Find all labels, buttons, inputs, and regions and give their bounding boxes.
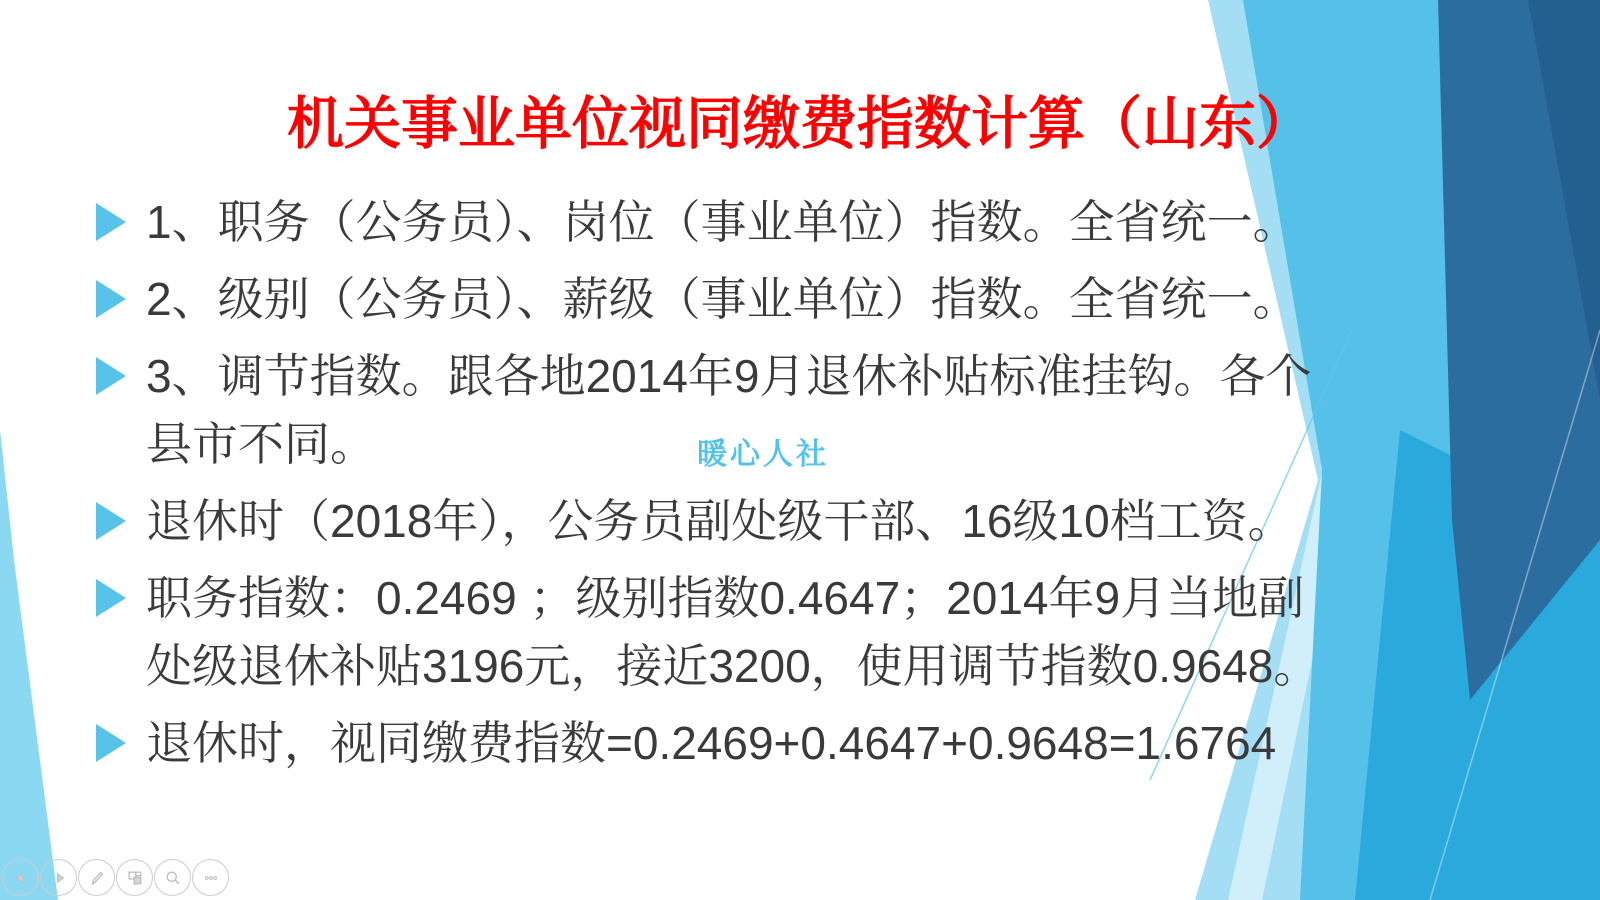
triangle-bullet-icon — [96, 203, 126, 241]
next-arrow-icon — [49, 868, 69, 888]
bullet-text-line: 1、职务（公务员）、岗位（事业单位）指数。全省统一。 — [146, 196, 1299, 248]
triangle-bullet-icon — [96, 502, 126, 540]
ellipsis-icon — [201, 868, 221, 888]
triangle-bullet-icon — [96, 357, 126, 395]
bullet-marker — [96, 487, 146, 555]
slides-grid-icon — [125, 868, 145, 888]
bullet-text — [146, 709, 1276, 777]
previous-arrow-icon — [11, 868, 31, 888]
zoom-slide-button[interactable] — [154, 859, 191, 896]
bullet-marker — [96, 188, 146, 256]
bullet-text-line: 3、调节指数。跟各地2014年9月退休补贴标准挂钩。各个 — [146, 350, 1312, 402]
triangle-bullet-icon — [96, 724, 126, 762]
bullet-text — [146, 188, 1299, 256]
bullet-text-line: 退休时，视同缴费指数=0.2469+0.4647+0.9648=1.6764 — [146, 717, 1277, 769]
bullet-item — [96, 709, 1476, 777]
bullet-item — [96, 188, 1476, 256]
magnifier-icon — [163, 868, 183, 888]
bullet-list — [96, 188, 1476, 786]
bullet-item — [96, 487, 1476, 555]
bullet-marker — [96, 265, 146, 333]
bullet-text — [146, 564, 1319, 700]
see-all-slides-button[interactable] — [116, 859, 153, 896]
bullet-item — [96, 265, 1476, 333]
triangle-bullet-icon — [96, 579, 126, 617]
previous-slide-button[interactable] — [2, 859, 39, 896]
pen-icon — [87, 868, 107, 888]
bullet-text — [146, 265, 1299, 333]
bullet-marker — [96, 342, 146, 478]
slide-title: 机关事业单位视同缴费指数计算（山东） — [287, 92, 1313, 156]
more-options-button[interactable] — [192, 859, 229, 896]
bullet-text-line: 处级退休补贴3196元，接近3200，使用调节指数0.9648。 — [146, 640, 1320, 692]
watermark-text: 暖心人社 — [697, 438, 829, 471]
next-slide-button[interactable] — [40, 859, 77, 896]
bullet-item — [96, 564, 1476, 700]
triangle-bullet-icon — [96, 280, 126, 318]
bullet-marker — [96, 709, 146, 777]
bullet-text-line: 县市不同。 — [146, 418, 376, 470]
bullet-text-line: 退休时（2018年），公务员副处级干部、16级10档工资。 — [146, 495, 1294, 547]
bullet-text — [146, 487, 1294, 555]
bullet-text-line: 2、级别（公务员）、薪级（事业单位）指数。全省统一。 — [146, 273, 1299, 325]
slideshow-toolbar — [2, 859, 229, 896]
bullet-marker — [96, 564, 146, 700]
pen-tools-button[interactable] — [78, 859, 115, 896]
bullet-text-line: 职务指数：0.2469 ；级别指数0.4647；2014年9月当地副 — [146, 572, 1305, 624]
